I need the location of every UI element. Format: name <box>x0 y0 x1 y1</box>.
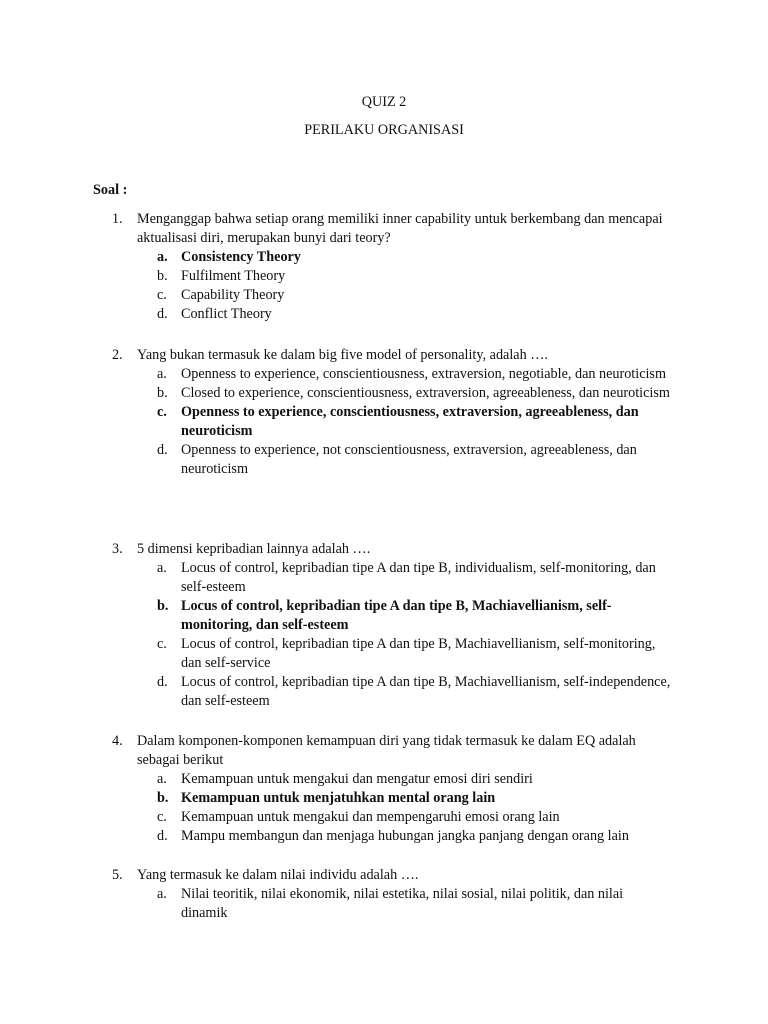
option-text: Openness to experience, conscientiousness, extraversion, negotiable, dan neuroticism <box>181 366 666 382</box>
option-letter: d. <box>157 306 168 322</box>
option-b <box>157 789 672 808</box>
option-letter: c. <box>157 287 167 303</box>
option-text: Conflict Theory <box>181 306 272 322</box>
option-text: Kemampuan untuk mengakui dan mengatur emosi diri sendiri <box>181 771 533 787</box>
option-text: Kemampuan untuk mengakui dan mempengaruhi emosi orang lain <box>181 809 560 825</box>
option-letter: a. <box>157 886 167 902</box>
option-text: Locus of control, kepribadian tipe A dan tipe B, Machiavellianism, self-independence, dan self-esteem <box>181 674 671 709</box>
option-letter: b. <box>157 385 168 401</box>
option-b <box>157 597 672 635</box>
option-c <box>157 403 672 441</box>
option-letter: c. <box>157 404 167 420</box>
question-number: 5. <box>112 867 123 883</box>
option-letter: a. <box>157 771 167 787</box>
option-text: Openness to experience, conscientiousness, extraversion, agreeableness, dan neuroticism <box>181 404 639 439</box>
question-text: Menganggap bahwa setiap orang memiliki inner capability untuk berkembang dan mencapai aktualisasi diri, merupakan bunyi dari teory? <box>137 211 663 246</box>
section-label: Soal : <box>93 182 128 198</box>
option-letter: b. <box>157 790 169 806</box>
option-list <box>112 248 672 324</box>
option-a <box>157 770 672 789</box>
option-letter: a. <box>157 560 167 576</box>
option-text: Openness to experience, not conscientiousness, extraversion, agreeableness, dan neuroticism <box>181 442 637 477</box>
option-a <box>157 248 672 267</box>
option-letter: a. <box>157 249 168 265</box>
question-3 <box>112 540 672 711</box>
option-text: Locus of control, kepribadian tipe A dan tipe B, individualism, self-monitoring, dan self-esteem <box>181 560 656 595</box>
question-text: Yang termasuk ke dalam nilai individu adalah …. <box>137 867 419 883</box>
option-text: Nilai teoritik, nilai ekonomik, nilai estetika, nilai sosial, nilai politik, dan nilai dinamik <box>181 886 624 921</box>
option-b <box>157 267 672 286</box>
question-text: Yang bukan termasuk ke dalam big five model of personality, adalah …. <box>137 347 548 363</box>
question-text: Dalam komponen-komponen kemampuan diri yang tidak termasuk ke dalam EQ adalah sebagai berikut <box>137 733 636 768</box>
option-text: Fulfilment Theory <box>181 268 286 284</box>
question-5 <box>112 866 672 923</box>
option-c <box>157 286 672 305</box>
option-letter: d. <box>157 674 168 690</box>
option-text: Locus of control, kepribadian tipe A dan tipe B, Machiavellianism, self-monitoring, dan self-esteem <box>181 598 612 633</box>
question-number: 3. <box>112 541 123 557</box>
option-letter: a. <box>157 366 167 382</box>
option-a <box>157 365 672 384</box>
page-subtitle: PERILAKU ORGANISASI <box>304 122 464 138</box>
option-d <box>157 827 672 846</box>
question-2 <box>112 346 672 479</box>
question-4 <box>112 732 672 846</box>
option-letter: b. <box>157 598 169 614</box>
option-c <box>157 808 672 827</box>
page-title: QUIZ 2 <box>361 94 407 110</box>
question-text: 5 dimensi kepribadian lainnya adalah …. <box>137 541 371 557</box>
question-number: 1. <box>112 211 123 227</box>
option-text: Closed to experience, conscientiousness, extraversion, agreeableness, dan neuroticism <box>181 385 670 401</box>
option-letter: d. <box>157 442 168 458</box>
option-list <box>112 770 672 846</box>
option-b <box>157 384 672 403</box>
option-d <box>157 441 672 479</box>
option-list <box>112 885 672 923</box>
option-text: Consistency Theory <box>181 249 301 265</box>
option-letter: c. <box>157 809 167 825</box>
option-letter: b. <box>157 268 168 284</box>
option-c <box>157 635 672 673</box>
option-a <box>157 885 672 923</box>
option-list <box>112 365 672 479</box>
option-letter: c. <box>157 636 167 652</box>
option-letter: d. <box>157 828 168 844</box>
option-d <box>157 305 672 324</box>
option-text: Kemampuan untuk menjatuhkan mental orang lain <box>181 790 496 806</box>
option-d <box>157 673 672 711</box>
question-1 <box>112 210 672 324</box>
option-text: Capability Theory <box>181 287 285 303</box>
option-text: Mampu membangun dan menjaga hubungan jangka panjang dengan orang lain <box>181 828 629 844</box>
option-a <box>157 559 672 597</box>
option-text: Locus of control, kepribadian tipe A dan tipe B, Machiavellianism, self-monitoring, dan self-service <box>181 636 656 671</box>
question-number: 4. <box>112 733 123 749</box>
option-list <box>112 559 672 711</box>
question-number: 2. <box>112 347 123 363</box>
